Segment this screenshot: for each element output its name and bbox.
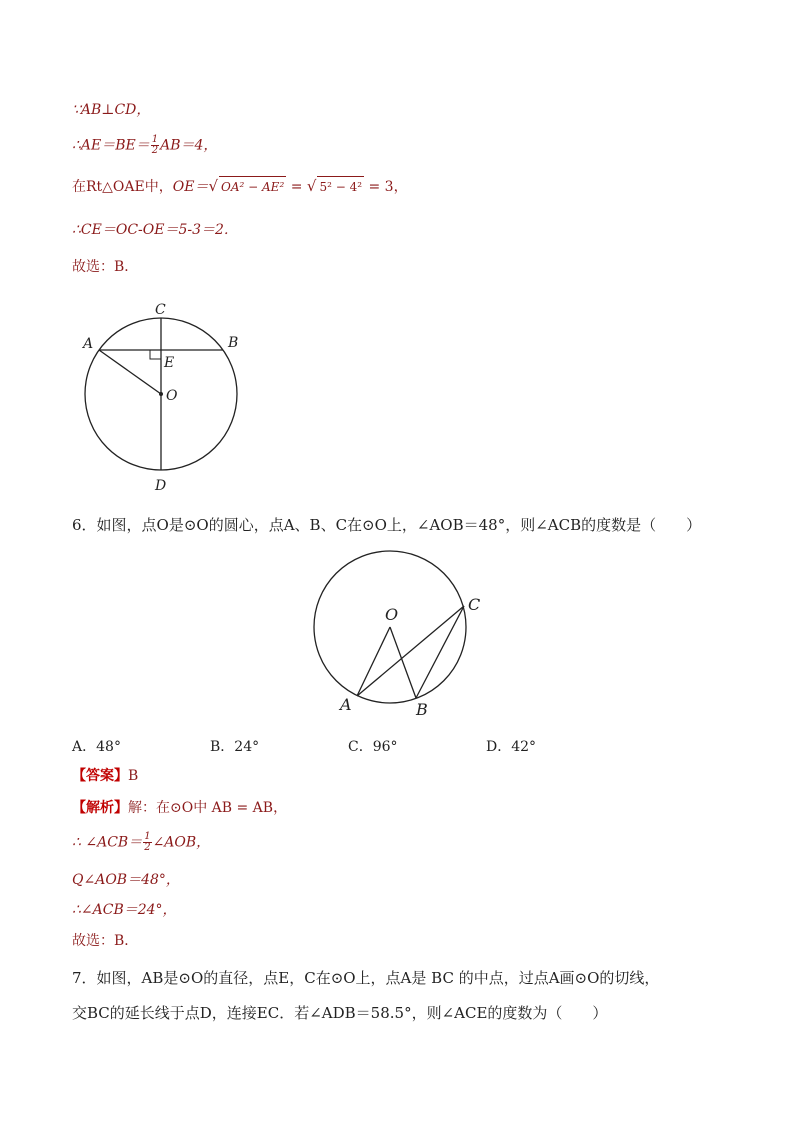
choice-a bbox=[72, 736, 121, 756]
solution5-line2 bbox=[72, 135, 217, 156]
analysis-tag: 【解析】 bbox=[72, 800, 128, 816]
question7-line1: 7．如图，AB是⊙O的直径，点E，C在⊙O上，点A是 BC 的中点，过点A画⊙O的切线， bbox=[72, 969, 660, 987]
figure-circle-chord bbox=[70, 295, 260, 500]
figure-inscribed-angle bbox=[300, 548, 500, 723]
choice-b bbox=[210, 736, 259, 756]
fraction-numerator: 1 bbox=[151, 134, 159, 145]
solution5-line3-result: = 3， bbox=[364, 179, 408, 195]
question6-text: 6．如图，点O是⊙O的圆心，点A、B、C在⊙O上，∠AOB＝48°，则∠ACB的度数是（ ） bbox=[72, 516, 702, 534]
label-d: D bbox=[155, 478, 167, 494]
fraction-denominator: 2 bbox=[151, 145, 159, 156]
analysis-line3: Q∠AOB＝48°， bbox=[72, 872, 180, 888]
sqrt-icon: √ bbox=[208, 177, 219, 195]
choice-value: 24° bbox=[234, 739, 260, 755]
label-o: O bbox=[385, 605, 399, 624]
fraction-half bbox=[143, 832, 151, 853]
choice-letter: A． bbox=[72, 739, 97, 755]
analysis-line2-prefix: ∴ ∠ACB＝ bbox=[72, 834, 143, 851]
answer6-line bbox=[72, 766, 138, 786]
analysis-line4: ∴∠ACB＝24°， bbox=[72, 902, 177, 918]
sqrt-expression-1: OA² − AE² bbox=[219, 176, 286, 197]
solution5-line2-suffix: AB＝4， bbox=[160, 137, 218, 154]
choice-d bbox=[486, 736, 536, 756]
choice-value: 96° bbox=[372, 739, 398, 755]
label-b: B bbox=[416, 700, 428, 719]
solution5-line4: ∴CE＝OC-OE＝5-3＝2． bbox=[72, 222, 238, 238]
fraction-denominator: 2 bbox=[144, 842, 151, 853]
segment-ob bbox=[390, 627, 416, 698]
label-a: A bbox=[83, 336, 94, 352]
answer-value: B bbox=[128, 768, 139, 784]
label-e: E bbox=[164, 355, 175, 371]
analysis-line5: 故选：B． bbox=[72, 933, 139, 949]
answer-tag: 【答案】 bbox=[72, 768, 128, 784]
choice-letter: B． bbox=[210, 739, 235, 755]
segment-oa bbox=[357, 627, 390, 696]
solution5-line3-prefix: 在Rt△OAE中， bbox=[72, 179, 173, 195]
question7-line2: 交BC的延长线于点D，连接EC．若∠ADB＝58.5°，则∠ACE的度数为（ ） bbox=[72, 1004, 608, 1022]
analysis-line2-suffix: ∠AOB， bbox=[152, 834, 211, 851]
choice-value: 42° bbox=[511, 739, 537, 755]
solution5-line3 bbox=[72, 176, 408, 197]
label-c: C bbox=[155, 302, 166, 318]
label-b: B bbox=[228, 335, 239, 351]
fraction-numerator: 1 bbox=[144, 831, 151, 842]
choice-c bbox=[348, 736, 398, 756]
right-angle-mark bbox=[150, 350, 161, 359]
solution5-line1: ∵AB⊥CD， bbox=[72, 102, 151, 118]
choice-value: 48° bbox=[96, 739, 121, 755]
label-o: O bbox=[166, 388, 178, 404]
radius-oa bbox=[99, 350, 161, 394]
sqrt-icon: √ bbox=[306, 177, 317, 195]
analysis-line1 bbox=[72, 798, 287, 818]
choice-letter: D． bbox=[486, 739, 512, 755]
label-a: A bbox=[340, 695, 352, 714]
solution5-line2-prefix: ∴AE＝BE＝ bbox=[72, 137, 150, 154]
choice-letter: C． bbox=[348, 739, 373, 755]
label-c: C bbox=[468, 595, 481, 614]
fraction-half bbox=[151, 135, 159, 156]
solution5-line3-oe: OE＝ bbox=[172, 179, 209, 195]
center-point bbox=[159, 392, 163, 396]
sqrt-expression-2: 5² − 4² bbox=[317, 176, 364, 197]
solution5-line5: 故选：B． bbox=[72, 259, 139, 275]
analysis-line2 bbox=[72, 832, 210, 853]
solution5-line3-eq: = bbox=[286, 179, 307, 195]
analysis-text: 解：在⊙O中 AB = AB， bbox=[128, 800, 288, 816]
